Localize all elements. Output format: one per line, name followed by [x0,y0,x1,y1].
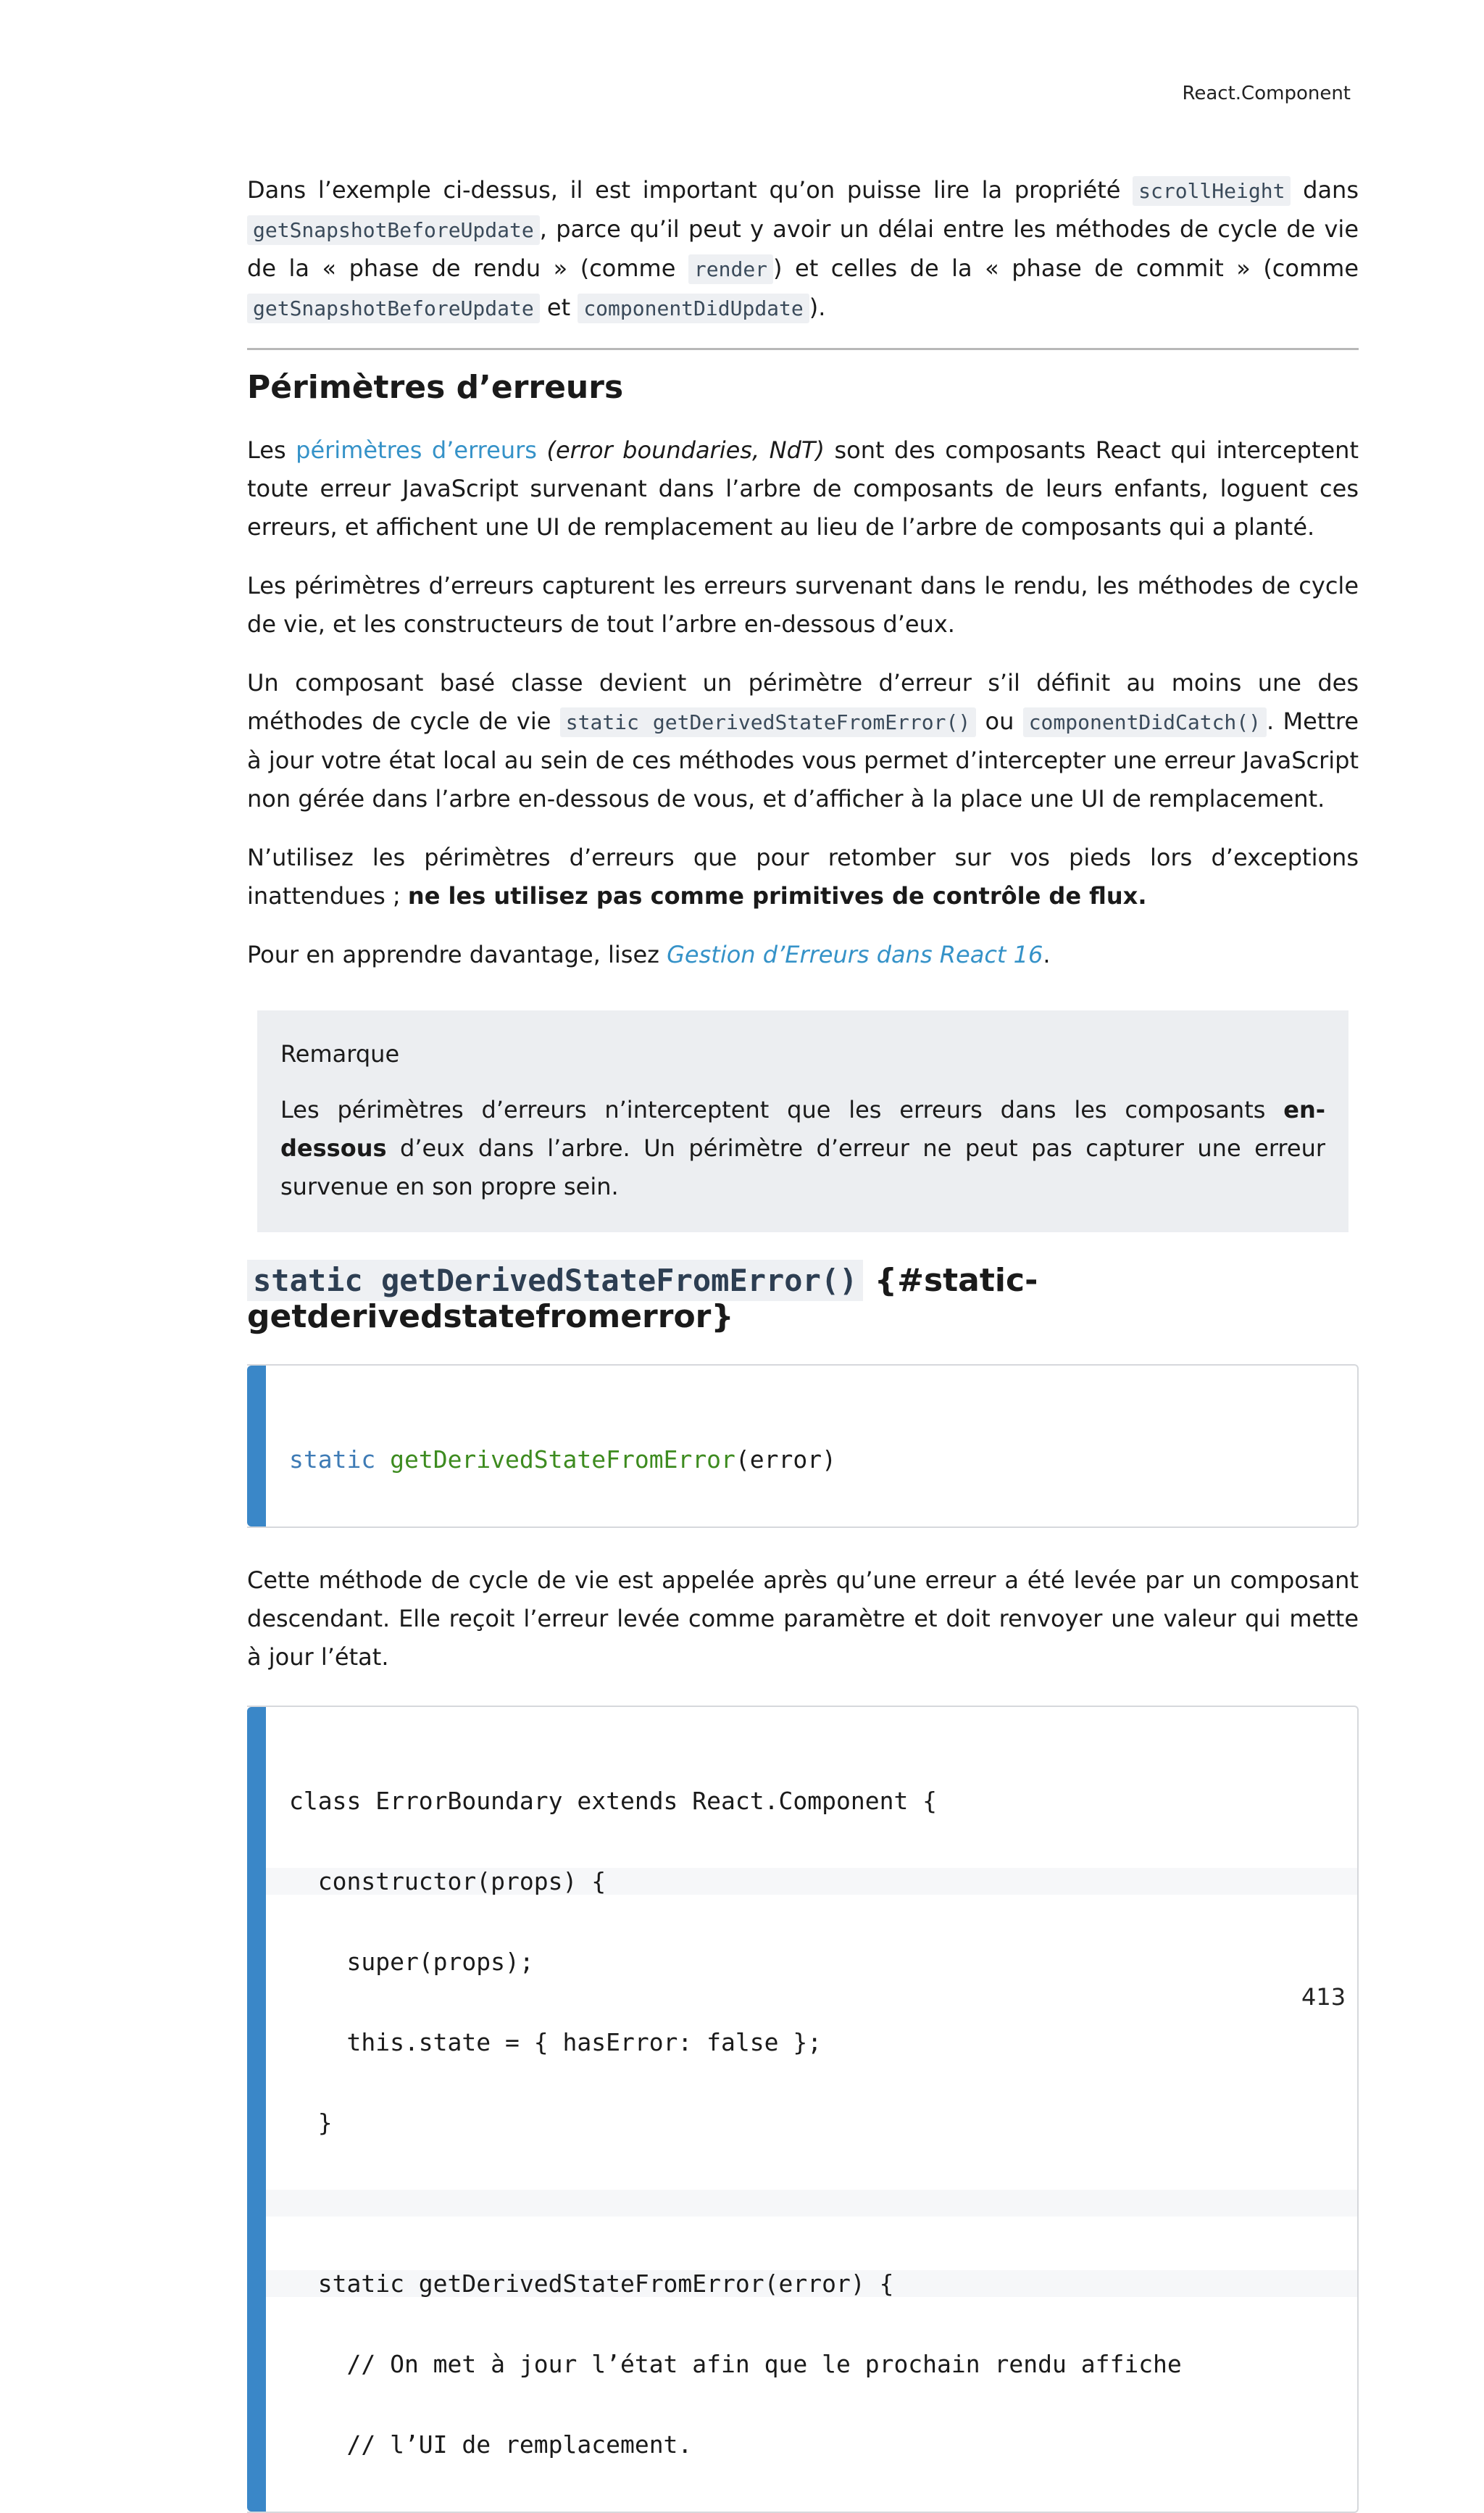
text: . Mettre à jour votre état local au sein de ces méthodes vous permet d’intercepter une erreur JavaScript non gérée dans l’arbre en-dessous de vous, et d’afficher à la place une UI de remplacement. [247,707,1359,813]
code-line: super(props); [289,1948,534,1976]
strong-text: ne les utilisez pas comme primitives de contrôle de flux. [407,882,1147,910]
code-line: class ErrorBoundary extends React.Component { [289,1787,938,1815]
section-title: Périmètres d’erreurs [247,369,624,406]
link-text: Gestion d’Erreurs dans React 16 [667,941,1043,968]
inline-code: componentDidUpdate [578,294,809,323]
section-divider [247,348,1359,350]
text: ). [809,294,826,321]
code-block-accent-bar [247,1366,266,1527]
text: N’utilisez les périmètres d’erreurs que pour retomber sur vos pieds lors d’exceptions inattendues ; [247,844,1359,910]
text: Les périmètres d’erreurs n’interceptent que les erreurs dans les composants [280,1096,1284,1123]
section-paragraph-3 [247,664,1359,818]
text: ) et celles de la « phase de commit » (comme [773,254,1359,282]
subsection-title-code: static getDerivedStateFromError() [247,1260,863,1301]
text [537,436,547,464]
text: , parce qu’il peut y avoir un délai entre les méthodes de cycle de vie de la « phase de rendu » (comme [247,215,1359,282]
text: Pour en apprendre davantage, lisez [247,941,667,968]
subsection-title-anchor: {#static-getderivedstatefromerror} [247,1262,1038,1335]
code-space [375,1445,390,1474]
code-block-accent-bar [247,1707,266,2512]
code-line: // On met à jour l’état afin que le prochain rendu affiche [289,2350,1182,2378]
inline-code: componentDidCatch() [1023,707,1267,737]
code-line [247,2190,1357,2217]
note-title: Remarque [280,1040,400,1068]
error-boundaries-link[interactable]: périmètres d’erreurs [296,436,537,464]
section-paragraph-1 [247,431,1359,547]
code-params: (error) [735,1445,836,1474]
strong-text: en-dessous [280,1096,1325,1162]
page-number: 413 [1301,1983,1346,2011]
text: dans [1291,176,1359,204]
note-box [257,1010,1348,1232]
error-handling-link[interactable] [667,941,1043,968]
emphasis-text: (error boundaries, NdT) [546,436,825,464]
subsection-title [247,1263,1359,1335]
text: et [539,294,578,321]
text: . [1043,941,1051,968]
code-function-name: getDerivedStateFromError [390,1445,735,1474]
page-content [247,171,1359,2513]
text: sont des composants React qui interceptent toute erreur JavaScript survenant dans l’arbre de composants de leurs enfants, loguent ces erreurs, et affichent une UI de remplacement au lieu de l’arbre de composants qui a planté. [247,436,1359,541]
section-paragraph-4 [247,839,1359,915]
code-line: this.state = { hasError: false }; [289,2028,822,2056]
intro-paragraph [247,171,1359,328]
example-code-block [247,1706,1359,2513]
signature-code-block [247,1364,1359,1528]
inline-code: static getDerivedStateFromError() [560,707,976,737]
code-line: static getDerivedStateFromError(error) { [247,2270,1357,2297]
inline-code: scrollHeight [1133,176,1291,206]
code-line: constructor(props) { [247,1868,1357,1895]
code-line [247,1446,1357,1473]
code-line: } [289,2109,333,2137]
text: d’eux dans l’arbre. Un périmètre d’erreur ne peut pas capturer une erreur survenue en son propre sein. [280,1134,1325,1200]
inline-code: render [688,254,773,284]
code-keyword: static [289,1445,376,1474]
text: ou [976,707,1023,735]
inline-code: getSnapshotBeforeUpdate [247,294,540,323]
text: Dans l’exemple ci-dessus, il est important qu’on puisse lire la propriété [247,176,1133,204]
section-paragraph-5 [247,936,1359,974]
subsection-description: Cette méthode de cycle de vie est appelée après qu’une erreur a été levée par un composant descendant. Elle reçoit l’erreur levée comme paramètre et doit renvoyer une valeur qui mette à jour l’état. [247,1566,1359,1671]
section-paragraph-2: Les périmètres d’erreurs capturent les erreurs survenant dans le rendu, les méthodes de cycle de vie, et les constructeurs de tout l’arbre en-dessous d’eux. [247,572,1359,638]
running-header: React.Component [1182,83,1351,104]
note-text [280,1091,1325,1206]
code-line: // l’UI de remplacement. [289,2430,693,2459]
inline-code: getSnapshotBeforeUpdate [247,215,540,245]
text: Les [247,436,296,464]
text: Un composant basé classe devient un périmètre d’erreur s’il définit au moins une des méthodes de cycle de vie [247,669,1359,735]
